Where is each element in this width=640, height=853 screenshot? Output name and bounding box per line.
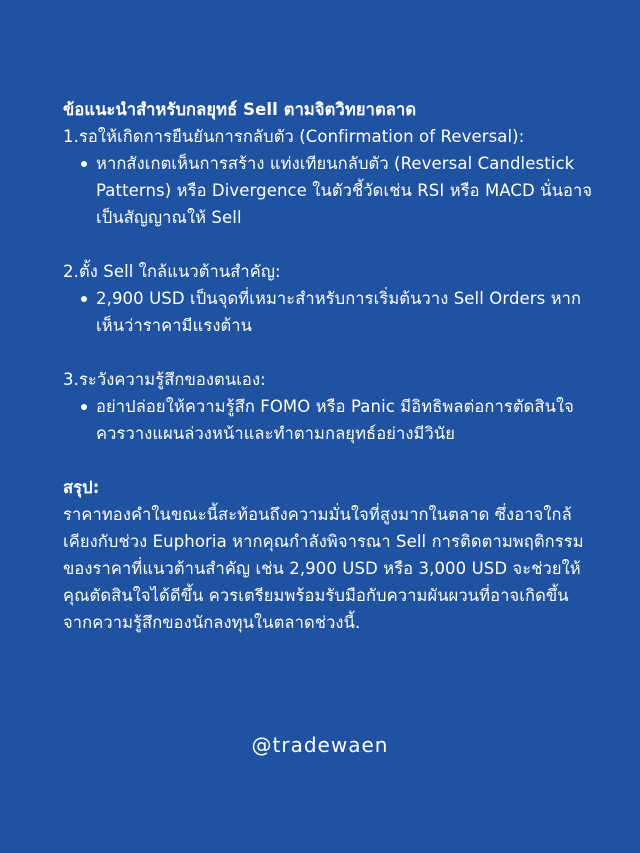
content-block (63, 96, 593, 636)
spacer (63, 339, 593, 366)
section-1-bullet (63, 150, 593, 231)
section-3-heading: 3.ระวังความรู้สึกของตนเอง: (63, 370, 266, 389)
section-1-bullet-text: หากสังเกตเห็นการสร้าง แท่งเทียนกลับตัว (Reversal Candlestick Patterns) หรือ Divergence ในตัวชี้วัดเช่น RSI หรือ MACD นั่นอาจเป็นสัญญาณให้ Sell (96, 154, 593, 227)
author-handle: @tradewaen (251, 733, 389, 757)
summary-heading: สรุป: (63, 478, 100, 497)
section-2-heading: 2.ตั้ง Sell ใกล้แนวต้านสำคัญ: (63, 262, 281, 281)
section-2-bullet (63, 285, 593, 339)
bullet-dot-icon (81, 404, 87, 410)
section-1-heading: 1.รอให้เกิดการยืนยันการกลับตัว (Confirmation of Reversal): (63, 127, 525, 146)
page-title: ข้อแนะนำสำหรับกลยุทธ์ Sell ตามจิตวิทยาตลาด (63, 100, 417, 119)
section-3-bullet (63, 393, 593, 447)
spacer (63, 231, 593, 258)
bullet-dot-icon (81, 161, 87, 167)
summary-text: ราคาทองคำในขณะนี้สะท้อนถึงความมั่นใจที่สูงมากในตลาด ซึ่งอาจใกล้เคียงกับช่วง Euphoria หากคุณกำลังพิจารณา Sell การติดตามพฤติกรรมของราคาที่แนวต้านสำคัญ เช่น 2,900 USD หรือ 3,000 USD จะช่วยให้คุณตัดสินใจได้ดีขึ้น ควรเตรียมพร้อมรับมือกับความผันผวนที่อาจเกิดขึ้นจากความรู้สึกของนักลงทุนในตลาดช่วงนี้. (63, 505, 584, 632)
bullet-dot-icon (81, 296, 87, 302)
section-2-bullet-text: 2,900 USD เป็นจุดที่เหมาะสำหรับการเริ่มต้นวาง Sell Orders หากเห็นว่าราคามีแรงต้าน (96, 289, 582, 335)
section-3-bullet-text: อย่าปล่อยให้ความรู้สึก FOMO หรือ Panic มีอิทธิพลต่อการตัดสินใจ ควรวางแผนล่วงหน้าและทำตามกลยุทธ์อย่างมีวินัย (96, 397, 574, 443)
spacer (63, 447, 593, 474)
